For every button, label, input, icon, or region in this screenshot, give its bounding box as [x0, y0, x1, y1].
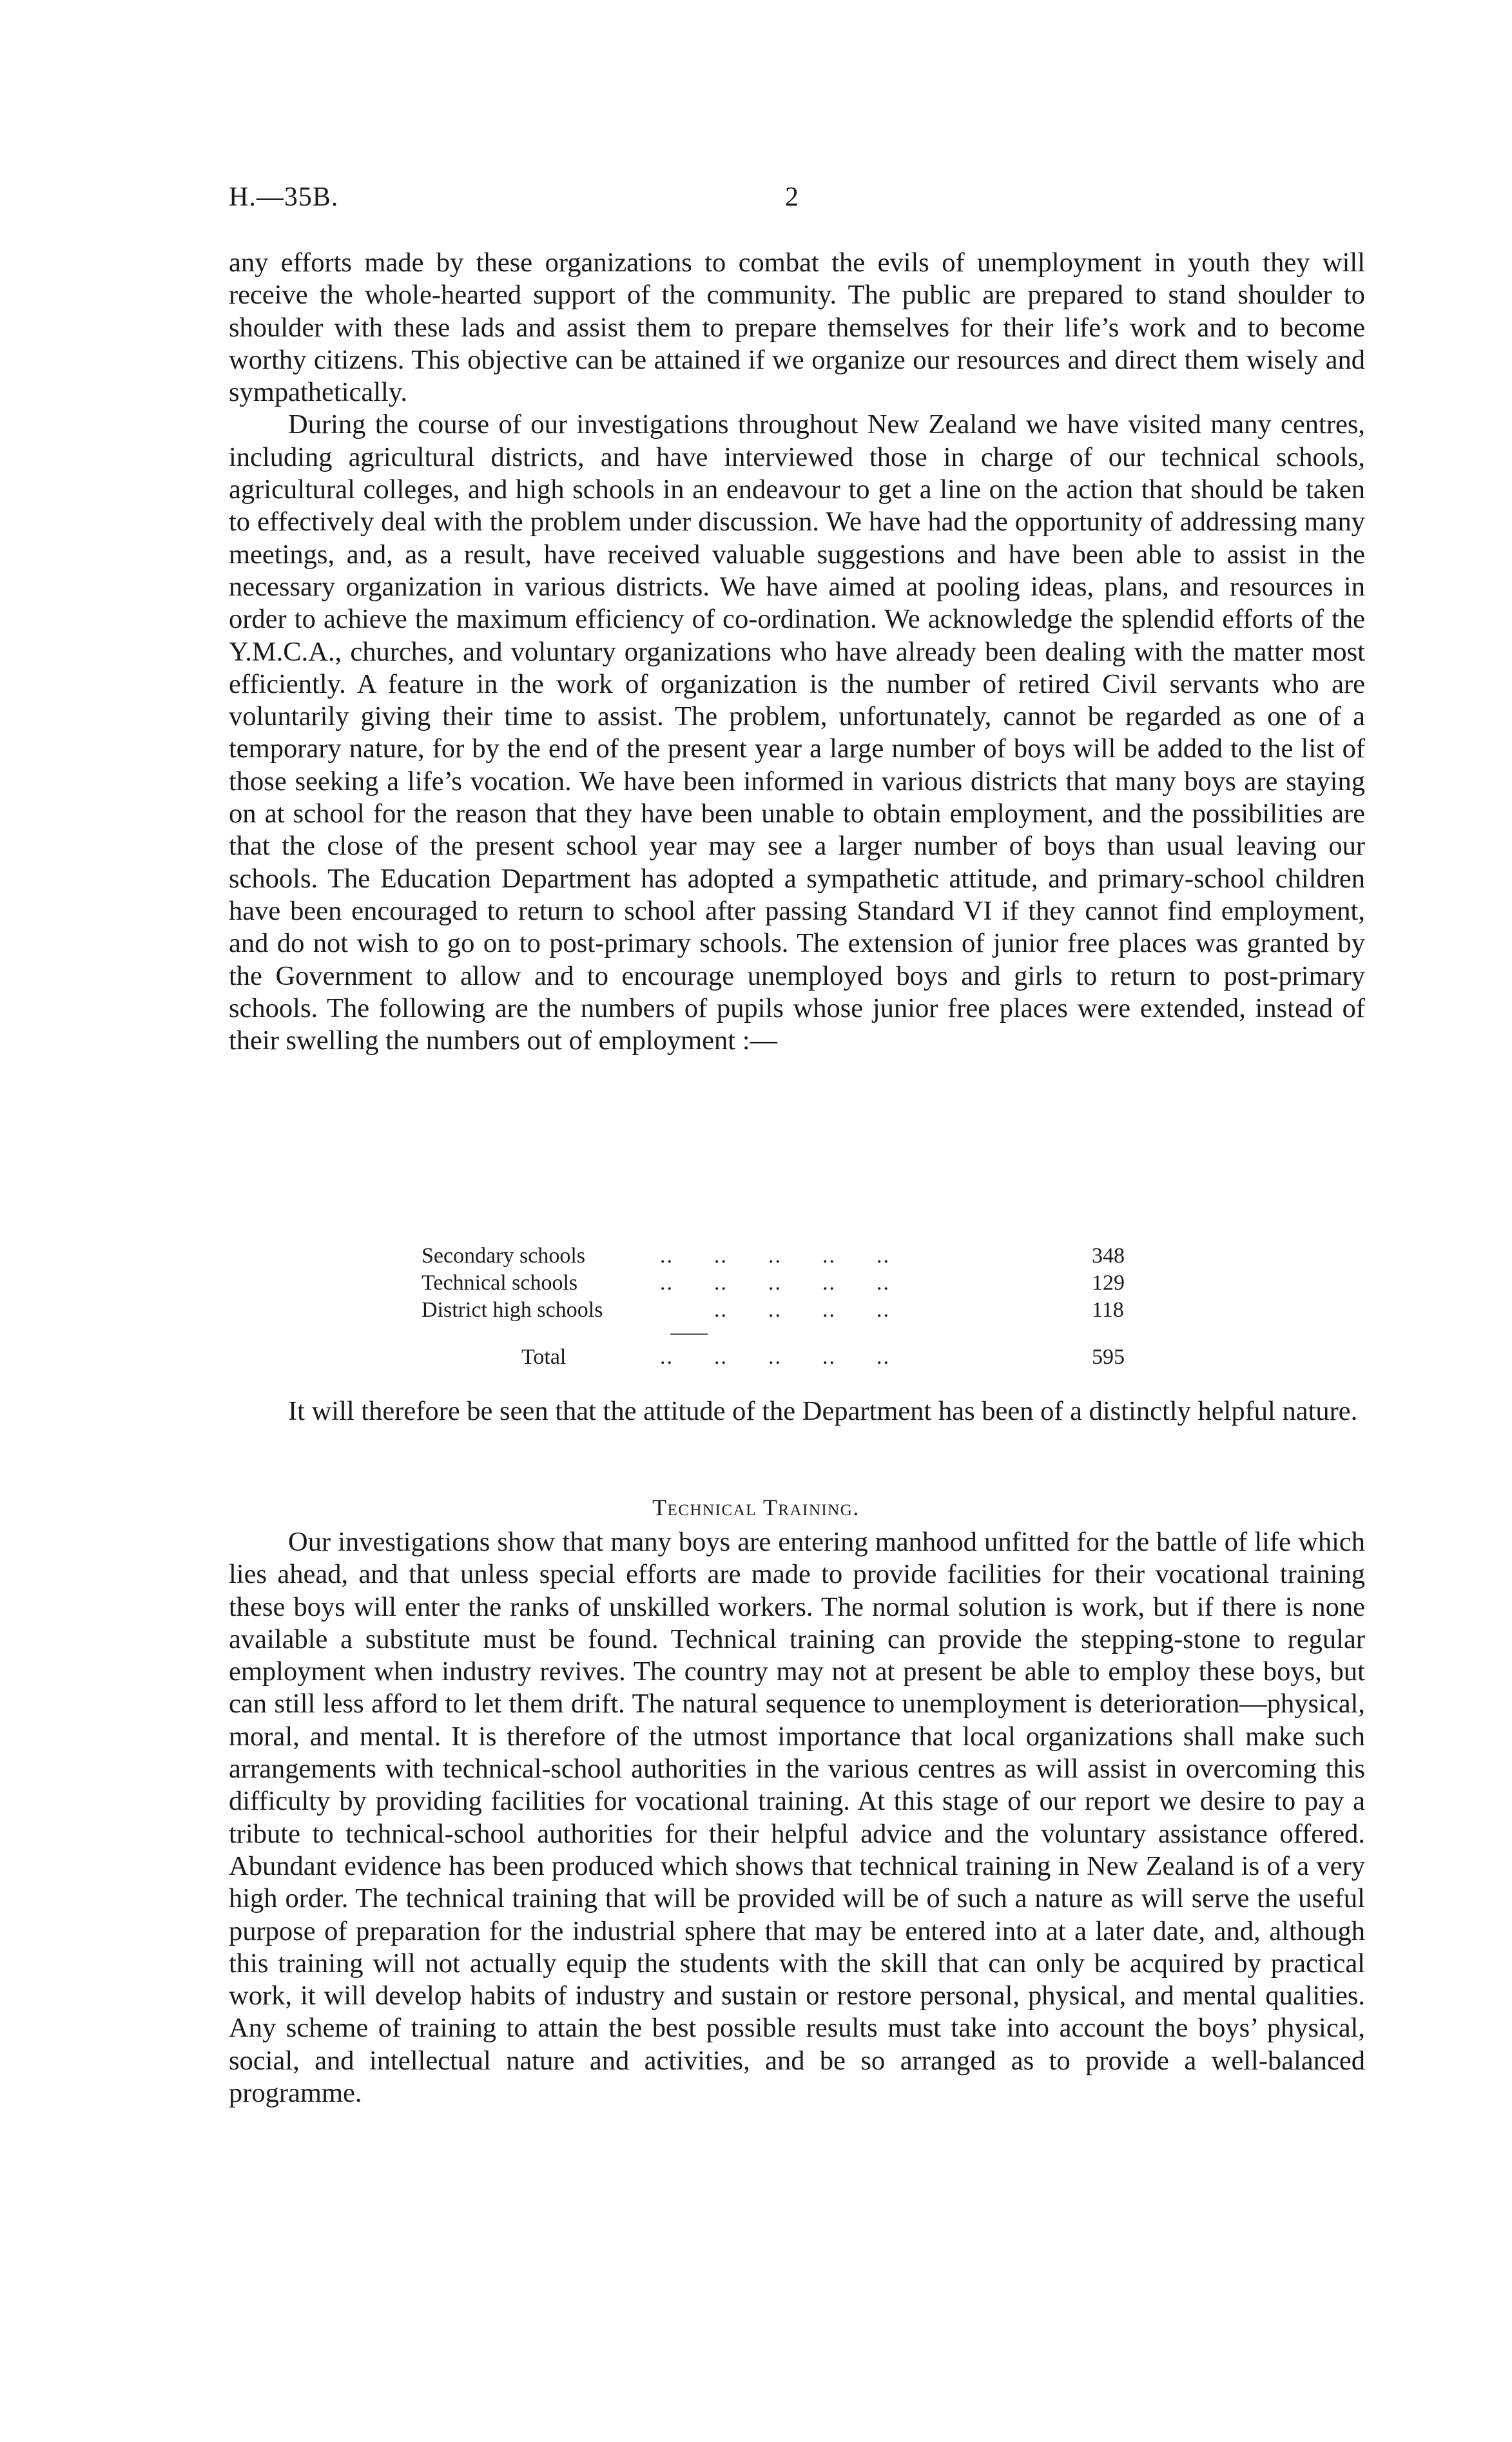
row-value: 129: [1092, 1271, 1125, 1295]
table-total-row: [422, 1344, 1143, 1371]
document-reference: H.—35B.: [229, 182, 339, 212]
total-label: Total: [521, 1345, 567, 1369]
table-row: [422, 1297, 1143, 1324]
leader-dots: .. .. .. .. ..: [660, 1271, 890, 1295]
paragraph-technical-training: Our investigations show that many boys are entering manhood unfitted for the battle of life which lies ahead, and that unless special efforts are made to provide facilities for their vocational training these boys will enter the ranks of unskilled workers. The normal solution is work, but if there is none available a substitute must be found. Technical training can provide the stepping-stone to regular employment when industry revives. The country may not at present be able to employ these boys, but can still less afford to let them drift. The natural sequence to unemployment is deterioration—physical, moral, and mental. It is therefore of the utmost importance that local organizations shall make such arrangements with technical-school authorities in the various centres as will assist in overcoming this difficulty by providing facilities for vocational training. At this stage of our report we desire to pay a tribute to technical-school authorities for their helpful advice and the voluntary assistance offered. Abundant evidence has been produced which shows that technical training in New Zealand is of a very high order. The technical training that will be provided will be of such a nature as will serve the useful purpose of preparation for the industrial sphere that may be entered into at a later date, and, although this training will not actually equip the students with the skill that can only be acquired by practical work, it will develop habits of industry and sustain or restore personal, physical, and mental qualities. Any scheme of training to attain the best possible results must take into account the boys’ physical, social, and intellectual nature and activities, and be so arranged as to provide a well-balanced programme.: [229, 1527, 1365, 2109]
section-heading: Technical Training.: [652, 1495, 860, 1520]
page-number: 2: [785, 182, 799, 212]
leader-dots: .. .. .. .. ..: [660, 1345, 890, 1369]
body-text-technical-training: [229, 1526, 1365, 2109]
table-row: [422, 1270, 1143, 1297]
table-row: [422, 1243, 1143, 1270]
total-rule: [670, 1333, 708, 1335]
row-value: 118: [1092, 1298, 1124, 1322]
body-text-after-table: [229, 1395, 1365, 1428]
leader-dots: .. .. .. .. ..: [660, 1244, 890, 1268]
leader-dots: .. .. .. ..: [660, 1298, 890, 1322]
paragraph-department-attitude: It will therefore be seen that the attitude of the Department has been of a distinctly helpful nature.: [288, 1396, 1358, 1426]
total-value: 595: [1092, 1345, 1125, 1369]
junior-free-places-table: [422, 1243, 1143, 1324]
row-value: 348: [1092, 1244, 1125, 1268]
row-label: Technical schools: [422, 1271, 578, 1295]
paragraph-continuation: any efforts made by these organizations to combat the evils of unemployment in youth they will receive the whole-hearted support of the community. The public are prepared to stand shoulder to shoulder with these lads and assist them to prepare themselves for their life’s work and to become worthy citizens. This objective can be attained if we organize our resources and direct them wisely and sympathetically.: [229, 247, 1365, 408]
row-label: Secondary schools: [422, 1244, 586, 1268]
row-label: District high schools: [422, 1298, 603, 1322]
paragraph-investigations: During the course of our investigations throughout New Zealand we have visited many centres, including agricultural districts, and have interviewed those in charge of our technical schools, agricultural colleges, and high schools in an endeavour to get a line on the action that should be taken to effectively deal with the problem under discussion. We have had the opportunity of addressing many meetings, and, as a result, have received valuable suggestions and have been able to assist in the necessary organization in various districts. We have aimed at pooling ideas, plans, and resources in order to achieve the maximum efficiency of co-ordination. We acknowledge the splendid efforts of the Y.M.C.A., churches, and voluntary organizations who have already been dealing with the matter most efficiently. A feature in the work of organization is the number of retired Civil servants who are voluntarily giving their time to assist. The problem, unfortunately, cannot be regarded as one of a temporary nature, for by the end of the present year a large number of boys will be added to the list of those seeking a life’s vocation. We have been informed in various districts that many boys are staying on at school for the reason that they have been unable to obtain employment, and the possibilities are that the close of the present school year may see a larger number of boys than usual leaving our schools. The Education Department has adopted a sympathetic attitude, and primary-school children have been encouraged to return to school after passing Standard VI if they cannot find employment, and do not wish to go on to post-primary schools. The extension of junior free places was granted by the Government to allow and to encourage unemployed boys and girls to return to post-primary schools. The following are the numbers of pupils whose junior free places were extended, instead of their swelling the numbers out of employment :—: [229, 409, 1365, 1056]
body-text-top: [229, 247, 1365, 1057]
